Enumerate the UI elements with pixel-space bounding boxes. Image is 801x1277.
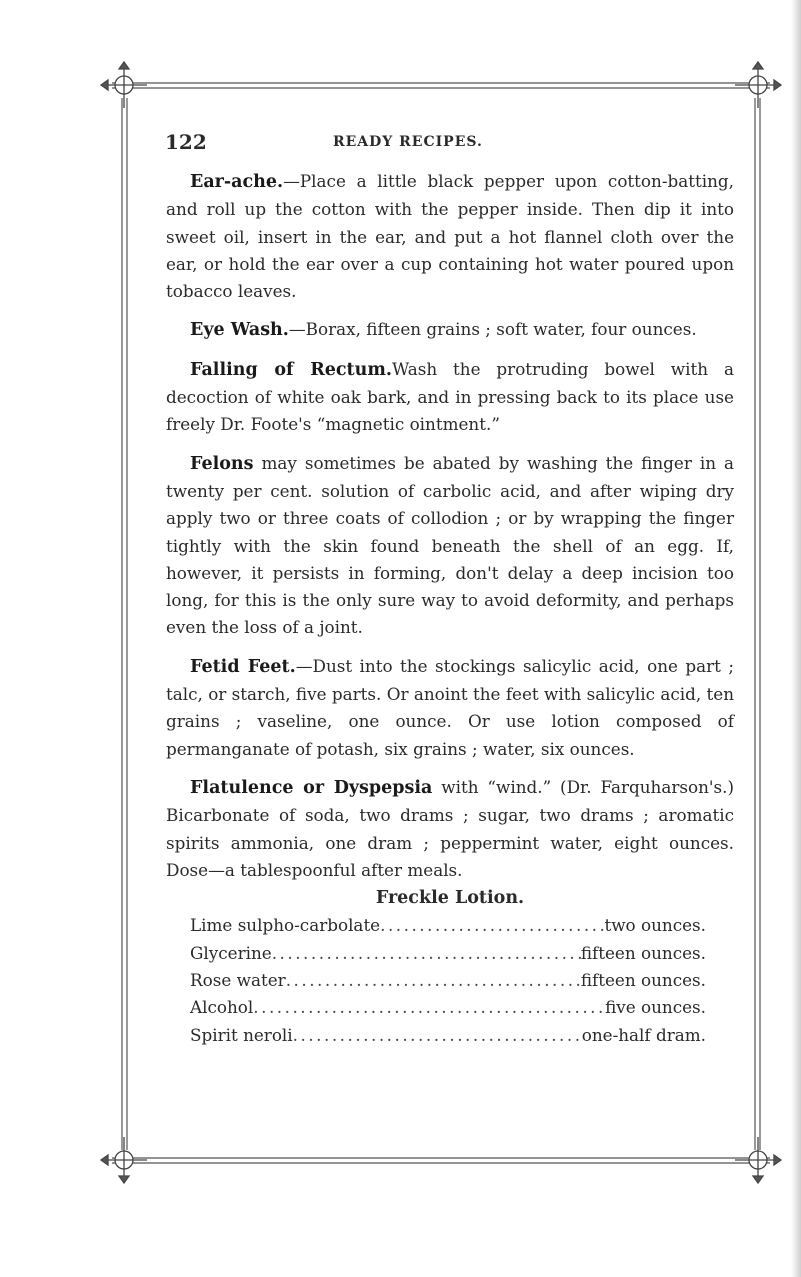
leader-dots [253,994,605,1021]
leader-dots [293,1022,582,1049]
entry-title: Falling of Rectum. [190,359,392,380]
entry-title: Eye Wash. [190,320,289,341]
freckle-lotion-recipe [190,912,706,1048]
recipe-row [190,940,706,967]
entry-text: —Dust into the stockings salicylic acid, one part ; talc, or starch, five parts. Or anoint the feet with salicylic acid, ten grains ; vaseline, one ounce. Or use lotion composed of permanganate of potash, six grains ; water, six ounces. [166,655,734,759]
ingredient-name: Rose water [190,970,286,991]
recipe-row [190,912,706,939]
entry-title: Felons [190,453,254,474]
entry-title: Fetid Feet. [190,656,296,677]
entry-ear-ache [166,168,734,305]
entry-text: may sometimes be abated by washing the finger in a twenty per cent. solution of carbolic acid, and after wiping dry apply two or three coats of collodion ; or by wrapping the finger tightly with the skin found beneath the shell of an egg. If, however, it persists in forming, don't delay a deep incision too long, for this is the only sure way to avoid deformity, and perhaps even the loss of a joint. [166,452,734,638]
entry-text: Wash the protruding bowel with a decoction of white oak bark, and in pressing back to its place use freely Dr. Foote's “magnetic ointment.” [166,358,734,435]
corner-ornament-icon [101,1137,147,1183]
ingredient-name: Alcohol [190,997,254,1018]
entry-falling-of-rectum [166,356,734,439]
entry-felons [166,450,734,642]
page-body [166,168,734,1049]
page-header [165,130,645,160]
corner-ornament-icon [735,62,781,108]
ingredient-name: Spirit neroli [190,1024,293,1045]
corner-ornament-icon [735,1137,781,1183]
entry-title: Ear-ache. [190,172,284,192]
entry-flatulence [166,774,734,884]
ingredient-amount: fifteen ounces. [580,942,706,963]
entry-text: —Borax, fifteen grains ; soft water, four ounces. [288,319,697,340]
ingredient-amount: two ounces. [604,915,706,936]
corner-ornament-icon [101,62,147,108]
running-head: READY RECIPES. [333,134,483,150]
ingredient-amount: fifteen ounces. [580,970,706,991]
recipe-row [190,1022,706,1049]
page-number: 122 [165,130,207,154]
entry-fetid-feet [166,653,734,763]
page-edge-shadow [791,0,801,1277]
ingredient-name: Lime sulpho-carbolate [190,915,381,936]
freckle-lotion-title: Freckle Lotion. [375,888,525,909]
entry-title: Flatulence or Dyspepsia [190,777,433,798]
leader-dots [272,940,581,967]
ingredient-amount: one-half dram. [581,1024,706,1045]
entry-text: —Place a little black pepper upon cotton-batting, and roll up the cotton with the pepper inside. Then dip it into sweet oil, insert in the ear, and put a hot flannel cloth over the ear, or hold the ear over a cup containing hot water poured upon tobacco leaves. [166,171,734,302]
entry-text: with “wind.” (Dr. Farquharson's.) Bicarbonate of soda, two drams ; sugar, two drams ; aromatic spirits ammonia, one dram ; peppermint water, eight ounces. Dose—a tablespoonful after meals. [166,776,735,880]
leader-dots [286,967,581,994]
ingredient-amount: five ounces. [605,997,706,1018]
ingredient-name: Glycerine [190,942,272,963]
recipe-row [190,994,706,1021]
entry-eye-wash [166,316,734,344]
leader-dots [380,912,604,939]
recipe-row [190,967,706,994]
